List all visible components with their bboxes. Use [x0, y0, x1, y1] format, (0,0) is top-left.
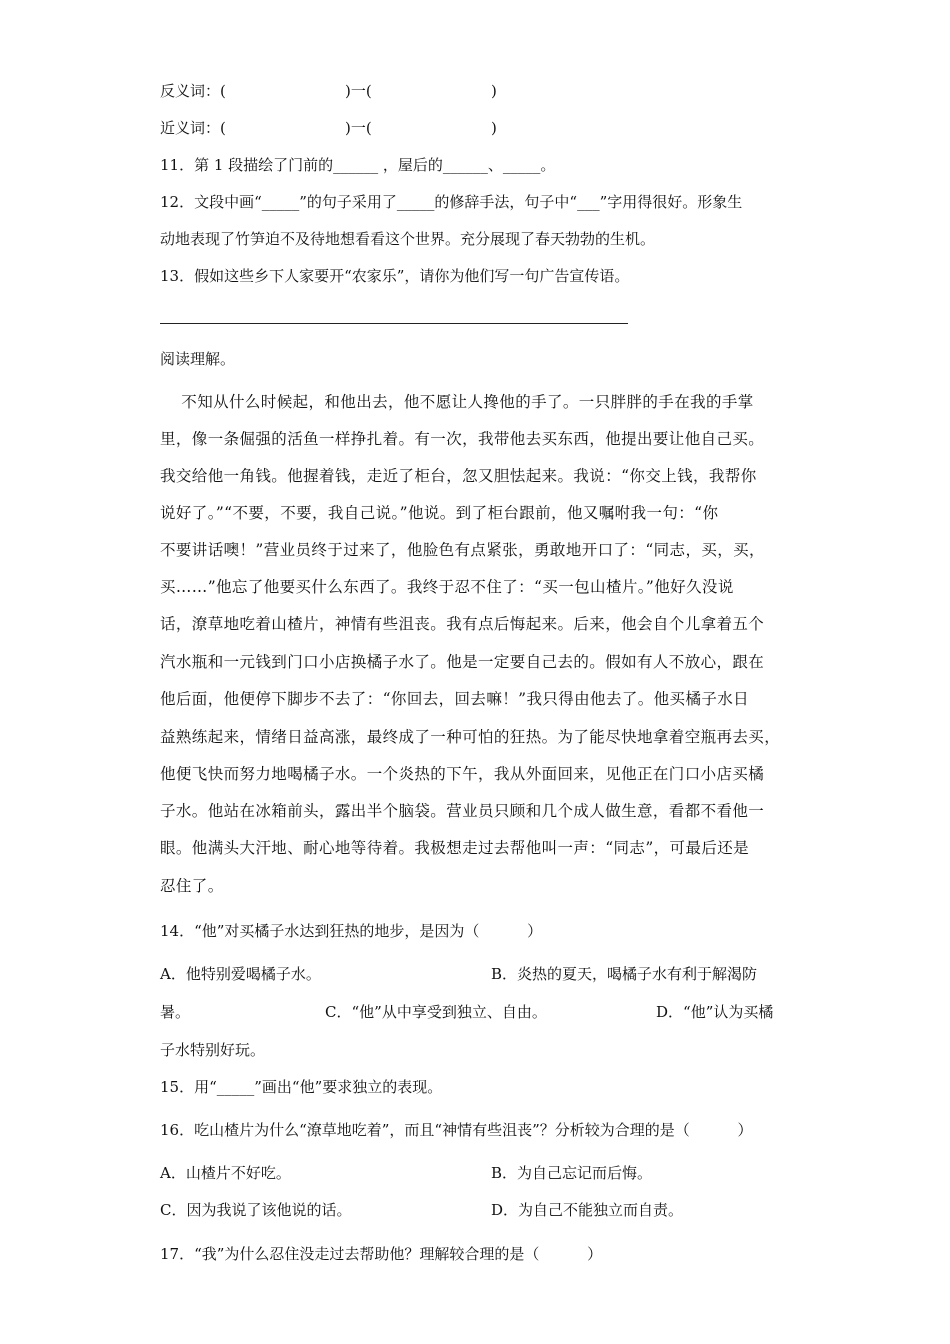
synonym-line: 近义词：( )一( )	[160, 119, 497, 137]
question-12-line-2: 动地表现了竹笋迫不及待地想看看这个世界。充分展现了春天勃勃的生机。	[160, 230, 656, 248]
antonym-line: 反义词：( )一( )	[160, 82, 497, 100]
question-17-stem: 17．“我”为什么忍住没走过去帮助他？理解较合理的是（ ）	[160, 1245, 603, 1263]
q14-option-d-cont: 子水特别好玩。	[160, 1041, 266, 1059]
passage-line: 益熟练起来，情绪日益高涨，最终成了一种可怕的狂热。为了能尽快地拿着空瓶再去买，	[160, 728, 781, 746]
passage-line: 我交给他一角钱。他握着钱，走近了柜台，忽又胆怯起来。我说：“你交上钱，我帮你	[160, 467, 757, 485]
q14-option-b-cont: 暑。	[160, 1003, 191, 1021]
passage-line: 话，潦草地吃着山楂片，神情有些沮丧。我有点后悔起来。后来，他会自个儿拿着五个	[160, 615, 765, 633]
section-title: 阅读理解。	[160, 350, 236, 368]
passage-line: 他后面，他便停下脚步不去了：“你回去，回去嘛！”我只得由他去了。他买橘子水日	[160, 690, 750, 708]
passage-line: 汽水瓶和一元钱到门口小店换橘子水了。他是一定要自己去的。假如有人不放心，跟在	[160, 653, 765, 671]
question-15: 15．用“_____”画出“他”要求独立的表现。	[160, 1078, 443, 1096]
q16-option-a[interactable]: A．山楂片不好吃。	[160, 1164, 291, 1182]
passage-line: 不要讲话噢！”营业员终于过来了，他脸色有点紧张，勇敢地开口了：“同志，买，买，	[160, 541, 765, 559]
question-13: 13．假如这些乡下人家要开“农家乐”，请你为他们写一句广告宣传语。	[160, 267, 630, 285]
question-14-stem: 14．“他”对买橘子水达到狂热的地步，是因为（ ）	[160, 922, 543, 940]
passage-line: 不知从什么时候起，和他出去，他不愿让人搀他的手了。一只胖胖的手在我的手掌	[160, 393, 754, 411]
question-16-stem: 16．吃山楂片为什么“潦草地吃着”，而且“神情有些沮丧”？分析较为合理的是（ ）	[160, 1121, 753, 1139]
q14-option-b[interactable]: B．炎热的夏天，喝橘子水有利于解渴防	[491, 965, 758, 983]
q16-option-b[interactable]: B．为自己忘记而后悔。	[491, 1164, 653, 1182]
q16-option-c[interactable]: C．因为我说了该他说的话。	[160, 1201, 352, 1219]
q14-option-c[interactable]: C．“他”从中享受到独立、自由。	[325, 1003, 547, 1021]
passage-line: 眼。他满头大汗地、耐心地等待着。我极想走过去帮他叫一声：“同志”，可最后还是	[160, 839, 750, 857]
question-12-line-1: 12．文段中画“_____”的句子采用了_____的修辞手法，句子中“___”字用得很好。形象生	[160, 193, 743, 211]
passage-line: 里，像一条倔强的活鱼一样挣扎着。有一次，我带他去买东西，他提出要让他自己买。	[160, 430, 765, 448]
passage-line: 他便飞快而努力地喝橘子水。一个炎热的下午，我从外面回来，见他正在门口小店买橘	[160, 765, 765, 783]
passage-line: 说好了。”“不要，不要，我自己说。”他说。到了柜台跟前，他又嘱咐我一句：“你	[160, 504, 719, 522]
passage-line: 忍住了。	[160, 877, 224, 895]
q14-option-d[interactable]: D．“他”认为买橘	[656, 1003, 774, 1021]
q16-option-d[interactable]: D．为自己不能独立而自责。	[491, 1201, 684, 1219]
q14-option-a[interactable]: A．他特别爱喝橘子水。	[160, 965, 321, 983]
question-11: 11．第 1 段描绘了门前的______ ，屋后的______、_____。	[160, 156, 556, 174]
passage-line: 子水。他站在冰箱前头，露出半个脑袋。营业员只顾和几个成人做生意，看都不看他一	[160, 802, 765, 820]
answer-line	[160, 323, 628, 324]
passage-line: 买……”他忘了他要买什么东西了。我终于忍不住了：“买一包山楂片。”他好久没说	[160, 578, 734, 596]
